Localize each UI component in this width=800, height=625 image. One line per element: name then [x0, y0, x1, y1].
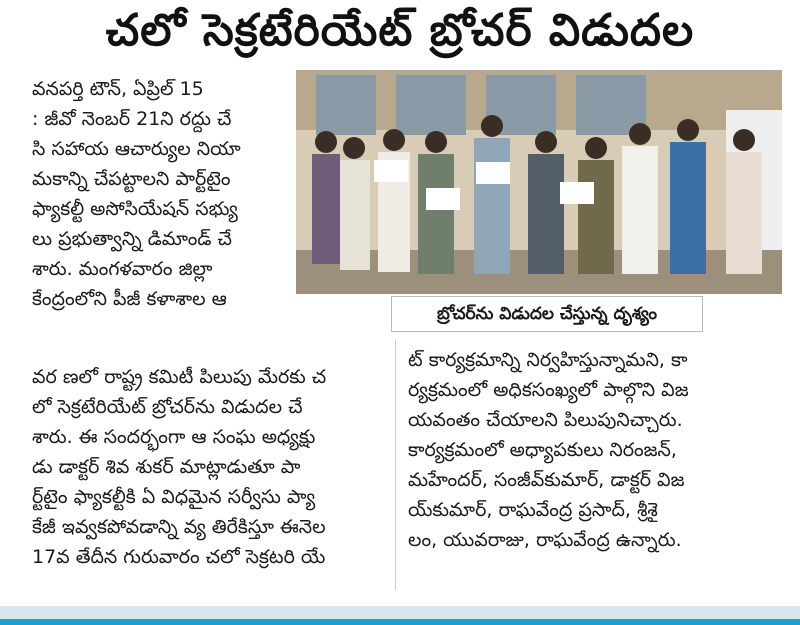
article-line: వనపర్తి టౌన్, ఏప్రిల్ 15	[32, 78, 204, 100]
article-column-left-bottom	[32, 362, 392, 572]
article-column-right-bottom	[408, 345, 776, 555]
article-line: సి సహాయ ఆచార్యుల నియా	[32, 138, 241, 160]
article-line: లం, యువరాజు, రాఘవేంద్ర ఉన్నారు.	[408, 529, 682, 551]
footer-bar	[0, 606, 800, 625]
article-line: శారు. మంగళవారం జిల్లా	[32, 258, 213, 280]
headline: చలో సెక్రటేరియేట్ బ్రోచర్ విడుదల	[105, 5, 695, 56]
article-line: ర్ట్‌టైం ఫ్యాకల్టీకి ఏ విధమైన సర్వీసు ప్యా	[32, 486, 316, 508]
article-line: 17వ తేదీన గురువారం చలో సెక్రటరి యే	[32, 546, 326, 568]
article-column-left-top	[32, 74, 290, 314]
article-line: మకాన్ని చేపట్టాలని పార్ట్‌టైం	[32, 168, 231, 190]
group-photo-illustration	[296, 70, 782, 294]
article-line: లు ప్రభుత్వాన్ని డిమాండ్ చే	[32, 228, 232, 250]
footer-accent-stripe	[0, 619, 800, 625]
article-line: ఫ్యాకల్టీ అసోసియేషన్ సభ్యు	[32, 198, 238, 220]
article-line: కార్యక్రమంలో అధ్యాపకులు నిరంజన్,	[408, 439, 677, 461]
article-line: ర్యక్రమంలో అధికసంఖ్యలో పాల్గొని విజ	[408, 379, 689, 401]
article-line: లో సెక్రటేరియేట్ బ్రోచర్‌ను విడుదల చే	[32, 396, 303, 418]
news-photo	[296, 70, 782, 294]
article-line: య్‌కుమార్, రాఘవేంద్ర ప్రసాద్, శ్రీశై	[408, 499, 658, 521]
article-line: ట్ కార్యక్రమాన్ని నిర్వహిస్తున్నామని, కా	[408, 349, 688, 371]
article-line: : జీవో నెంబర్ 21ని రద్దు చే	[32, 108, 232, 130]
article-line: కేంద్రంలోని పీజీ కళాశాల ఆ	[32, 288, 227, 310]
article-line: వర ణలో రాష్ట్ర కమిటీ పిలుపు మేరకు చ	[32, 366, 327, 388]
article-line: యవంతం చేయాలని పిలుపునిచ్చారు.	[408, 409, 683, 431]
article-line: డు డాక్టర్ శివ శుకర్ మాట్లాడుతూ పా	[32, 456, 301, 478]
photo-caption: బ్రోచర్‌ను విడుదల చేస్తున్న దృశ్యం	[391, 296, 703, 332]
article-line: మహేందర్, సంజీవ్‌కుమార్, డాక్టర్ విజ	[408, 469, 685, 491]
column-divider	[395, 340, 396, 590]
article-line: శారు. ఈ సందర్భంగా ఆ సంఘ అధ్యక్షు	[32, 426, 316, 448]
article-line: కేజీ ఇవ్వకపోవడాన్ని వ్య తిరేకిస్తూ ఈనెల	[32, 516, 326, 538]
